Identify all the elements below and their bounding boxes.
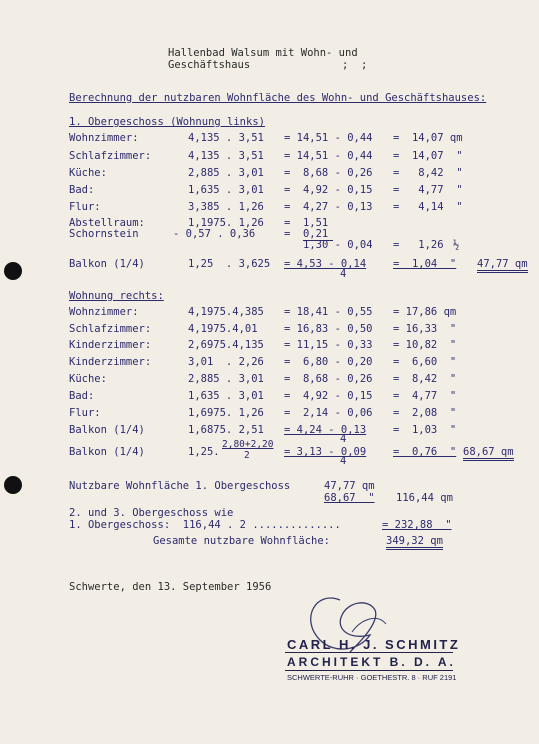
balkon-result: = 1,04 " — [393, 258, 457, 270]
balkon2-eq: = 3,13 - 0,09 — [284, 446, 367, 458]
balkon1-calc: 1,6875. 2,51 — [188, 424, 264, 436]
row-result: = 4,77 " — [393, 390, 457, 402]
stamp-rule — [285, 670, 453, 671]
row-label: Schlafzimmer: — [69, 150, 152, 162]
schorn-label: Schornstein — [69, 228, 139, 240]
punch-hole — [4, 476, 22, 494]
summary-line-3: 2. und 3. Obergeschoss wie — [69, 507, 234, 519]
punch-hole — [4, 262, 22, 280]
balkon2-result: = 0,76 " — [393, 446, 457, 458]
subtotal-result: = 1,26 — [393, 239, 444, 251]
schorn-eq: = 0,21 — [284, 228, 329, 240]
subtotal-mark: ½ — [453, 239, 460, 251]
row-eq: = 16,83 - 0,50 — [284, 323, 373, 335]
balkon2-fraction-den: 2 — [244, 450, 250, 461]
row-eq: = 14,51 - 0,44 — [284, 150, 373, 162]
row-calc: 2,885 . 3,01 — [188, 373, 264, 385]
row-result: = 4,77 " — [393, 184, 463, 196]
row-calc: 4,135 . 3,51 — [188, 150, 264, 162]
row-label: Wohnzimmer: — [69, 306, 139, 318]
header-marks: ; ; — [342, 59, 368, 71]
row-label: Küche: — [69, 167, 107, 179]
balkon2-calc: 1,25. — [188, 446, 220, 458]
header-line-1: Hallenbad Walsum mit Wohn- und — [168, 47, 358, 59]
row-label: Schlafzimmer: — [69, 323, 152, 335]
document-heading: Berechnung der nutzbaren Wohnfläche des Wohn- und Geschäftshauses: — [69, 92, 487, 104]
balkon2-label: Balkon (1/4) — [69, 446, 145, 458]
balkon1-label: Balkon (1/4) — [69, 424, 145, 436]
row-eq: = 8,68 - 0,26 — [284, 373, 373, 385]
summary-line-4-value: = 232,88 " — [382, 519, 452, 531]
row-calc: 4,135 . 3,51 — [188, 132, 264, 144]
row-result: = 6,60 " — [393, 356, 457, 368]
row-calc: 1,635 . 3,01 — [188, 390, 264, 402]
row-calc: 3,01 . 2,26 — [188, 356, 264, 368]
row-eq: = 8,68 - 0,26 — [284, 167, 373, 179]
stamp-address: SCHWERTE-RUHR · GOETHESTR. 8 · RUF 2191 — [287, 673, 457, 682]
balkon-label: Balkon (1/4) — [69, 258, 145, 270]
section1-total: 47,77 qm — [477, 258, 528, 273]
row-result: = 8,42 " — [393, 373, 457, 385]
stamp-name: CARL H. J. SCHMITZ — [287, 637, 461, 652]
header-line-2: Geschäftshaus — [168, 59, 251, 71]
row-result: = 16,33 " — [393, 323, 457, 335]
balkon2-divisor: 4 — [340, 455, 347, 467]
balkon-calc: 1,25 . 3,625 — [188, 258, 271, 270]
row-calc: 3,385 . 1,26 — [188, 201, 264, 213]
balkon1-result: = 1,03 " — [393, 424, 457, 436]
summary-value-2: 68,67 " — [324, 492, 375, 504]
row-result: = 14,07 " — [393, 150, 463, 162]
date-line: Schwerte, den 13. September 1956 — [69, 581, 272, 593]
row-label: Kinderzimmer: — [69, 356, 152, 368]
schorn-calc: - 0,57 . 0,36 — [173, 228, 256, 240]
row-eq: = 4,27 - 0,13 — [284, 201, 373, 213]
summary-label: Nutzbare Wohnfläche 1. Obergeschoss — [69, 480, 291, 492]
row-calc: 1,635 . 3,01 — [188, 184, 264, 196]
row-result: = 8,42 " — [393, 167, 463, 179]
balkon1-eq: = 4,24 - 0,13 — [284, 424, 367, 436]
row-result: = 14,07 qm — [393, 132, 463, 144]
row-result: = 2,08 " — [393, 407, 457, 419]
row-result: = 10,82 " — [393, 339, 457, 351]
row-calc: 1,6975. 1,26 — [188, 407, 264, 419]
row-result: = 17,86 qm — [393, 306, 457, 318]
subtotal-line: 1,30 - 0,04 — [303, 239, 373, 251]
row-eq: = 4,92 - 0,15 — [284, 390, 373, 402]
section1-title: 1. Obergeschoss (Wohnung links) — [69, 116, 265, 128]
row-calc: 2,6975.4,135 — [188, 339, 264, 351]
row-eq: = 4,92 - 0,15 — [284, 184, 373, 196]
summary-value-1: 47,77 qm — [324, 480, 375, 492]
abstell-eq: = 1,51 — [284, 217, 329, 229]
total-value: 349,32 qm — [386, 535, 443, 550]
row-calc: 4,1975.4,385 — [188, 306, 264, 318]
summary-line-4: 1. Obergeschoss: 116,44 . 2 .............. — [69, 519, 341, 531]
row-eq: = 11,15 - 0,33 — [284, 339, 373, 351]
row-eq: = 6,80 - 0,20 — [284, 356, 373, 368]
row-label: Bad: — [69, 184, 95, 196]
abstell-label: Abstellraum: — [69, 217, 145, 229]
abstell-calc: 1,1975. 1,26 — [188, 217, 264, 229]
row-label: Bad: — [69, 390, 95, 402]
balkon2-fraction-num: 2,80+2,20 — [222, 439, 274, 450]
row-label: Flur: — [69, 201, 101, 213]
balkon1-divisor: 4 — [340, 433, 347, 445]
row-eq: = 14,51 - 0,44 — [284, 132, 373, 144]
row-calc: 2,885 . 3,01 — [188, 167, 264, 179]
section2-total: 68,67 qm — [463, 446, 514, 461]
section2-title: Wohnung rechts: — [69, 290, 164, 302]
summary-subtotal: 116,44 qm — [396, 492, 453, 504]
row-eq: = 2,14 - 0,06 — [284, 407, 373, 419]
stamp-rule — [285, 652, 453, 653]
row-calc: 4,1975.4,01 — [188, 323, 258, 335]
total-label: Gesamte nutzbare Wohnfläche: — [153, 535, 331, 547]
balkon-eq: = 4,53 - 0,14 — [284, 258, 367, 270]
row-result: = 4,14 " — [393, 201, 463, 213]
row-label: Kinderzimmer: — [69, 339, 152, 351]
row-eq: = 18,41 - 0,55 — [284, 306, 373, 318]
stamp-title: ARCHITEKT B. D. A. — [287, 655, 456, 669]
row-label: Flur: — [69, 407, 101, 419]
row-label: Wohnzimmer: — [69, 132, 139, 144]
balkon-divisor: 4 — [340, 268, 347, 280]
row-label: Küche: — [69, 373, 107, 385]
